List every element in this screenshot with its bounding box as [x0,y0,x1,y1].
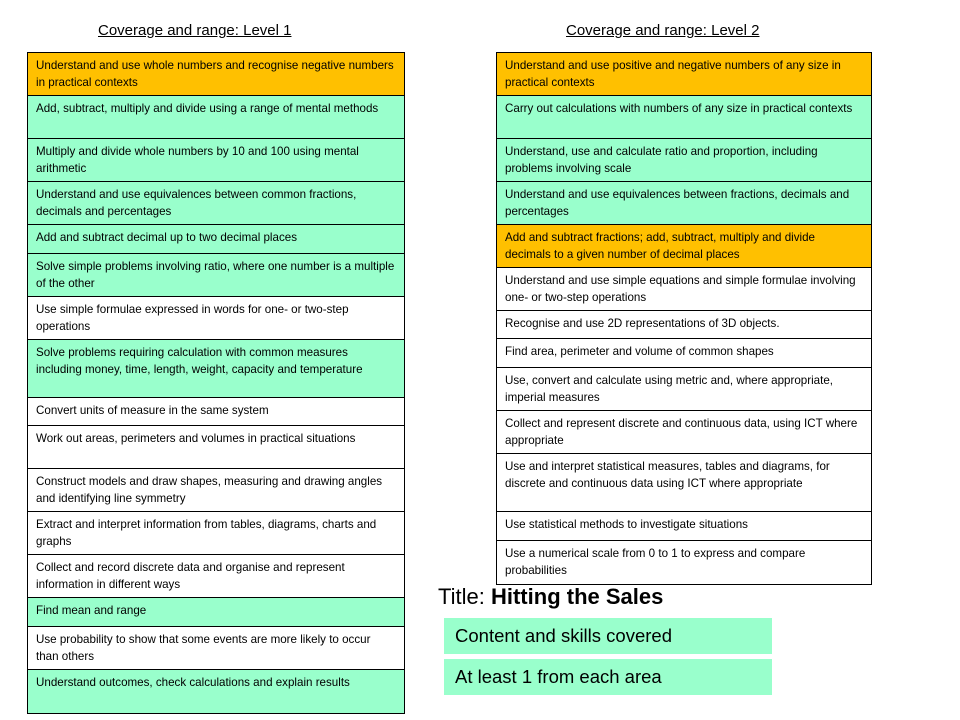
level2-item: Understand and use positive and negative numbers of any size in practical contexts [496,52,872,96]
level1-item: Solve problems requiring calculation with common measures including money, time, length, weight, capacity and temperature [27,339,405,398]
level1-item: Multiply and divide whole numbers by 10 and 100 using mental arithmetic [27,138,405,182]
level2-item: Add and subtract fractions; add, subtract, multiply and divide decimals to a given number of decimal places [496,224,872,268]
content-skills-box: Content and skills covered [444,618,772,654]
level1-item: Use probability to show that some events are more likely to occur than others [27,626,405,670]
level1-item: Convert units of measure in the same system [27,397,405,426]
level1-item: Understand and use equivalences between common fractions, decimals and percentages [27,181,405,225]
level1-item: Understand and use whole numbers and recognise negative numbers in practical contexts [27,52,405,96]
level2-item: Carry out calculations with numbers of any size in practical contexts [496,95,872,139]
level1-item: Construct models and draw shapes, measuring and drawing angles and identifying line symmetry [27,468,405,512]
level2-item: Use and interpret statistical measures, tables and diagrams, for discrete and continuous data using ICT where appropriate [496,453,872,512]
level1-item: Add, subtract, multiply and divide using a range of mental methods [27,95,405,139]
level2-item: Find area, perimeter and volume of common shapes [496,338,872,368]
level2-item: Use statistical methods to investigate situations [496,511,872,541]
level1-heading: Coverage and range: Level 1 [98,22,292,39]
each-area-box: At least 1 from each area [444,659,772,695]
level1-item: Solve simple problems involving ratio, where one number is a multiple of the other [27,253,405,297]
level2-item: Understand and use equivalences between fractions, decimals and percentages [496,181,872,225]
level2-heading: Coverage and range: Level 2 [566,22,760,39]
level2-item: Understand and use simple equations and simple formulae involving one- or two-step operations [496,267,872,311]
level1-list [27,52,405,714]
level1-item: Understand outcomes, check calculations and explain results [27,669,405,714]
level1-item: Use simple formulae expressed in words for one- or two-step operations [27,296,405,340]
level2-item: Collect and represent discrete and continuous data, using ICT where appropriate [496,410,872,454]
level1-item: Add and subtract decimal up to two decimal places [27,224,405,254]
level2-item: Use, convert and calculate using metric and, where appropriate, imperial measures [496,367,872,411]
level1-item: Collect and record discrete data and organise and represent information in different ways [27,554,405,598]
level2-list [496,52,872,585]
level2-item: Recognise and use 2D representations of 3D objects. [496,310,872,339]
level1-item: Work out areas, perimeters and volumes in practical situations [27,425,405,469]
title-value: Hitting the Sales [490,584,664,609]
page-title [438,584,663,610]
level2-item: Understand, use and calculate ratio and proportion, including problems involving scale [496,138,872,182]
level1-item: Find mean and range [27,597,405,627]
title-label: Title: [438,584,491,609]
level1-item: Extract and interpret information from tables, diagrams, charts and graphs [27,511,405,555]
level2-item: Use a numerical scale from 0 to 1 to express and compare probabilities [496,540,872,585]
